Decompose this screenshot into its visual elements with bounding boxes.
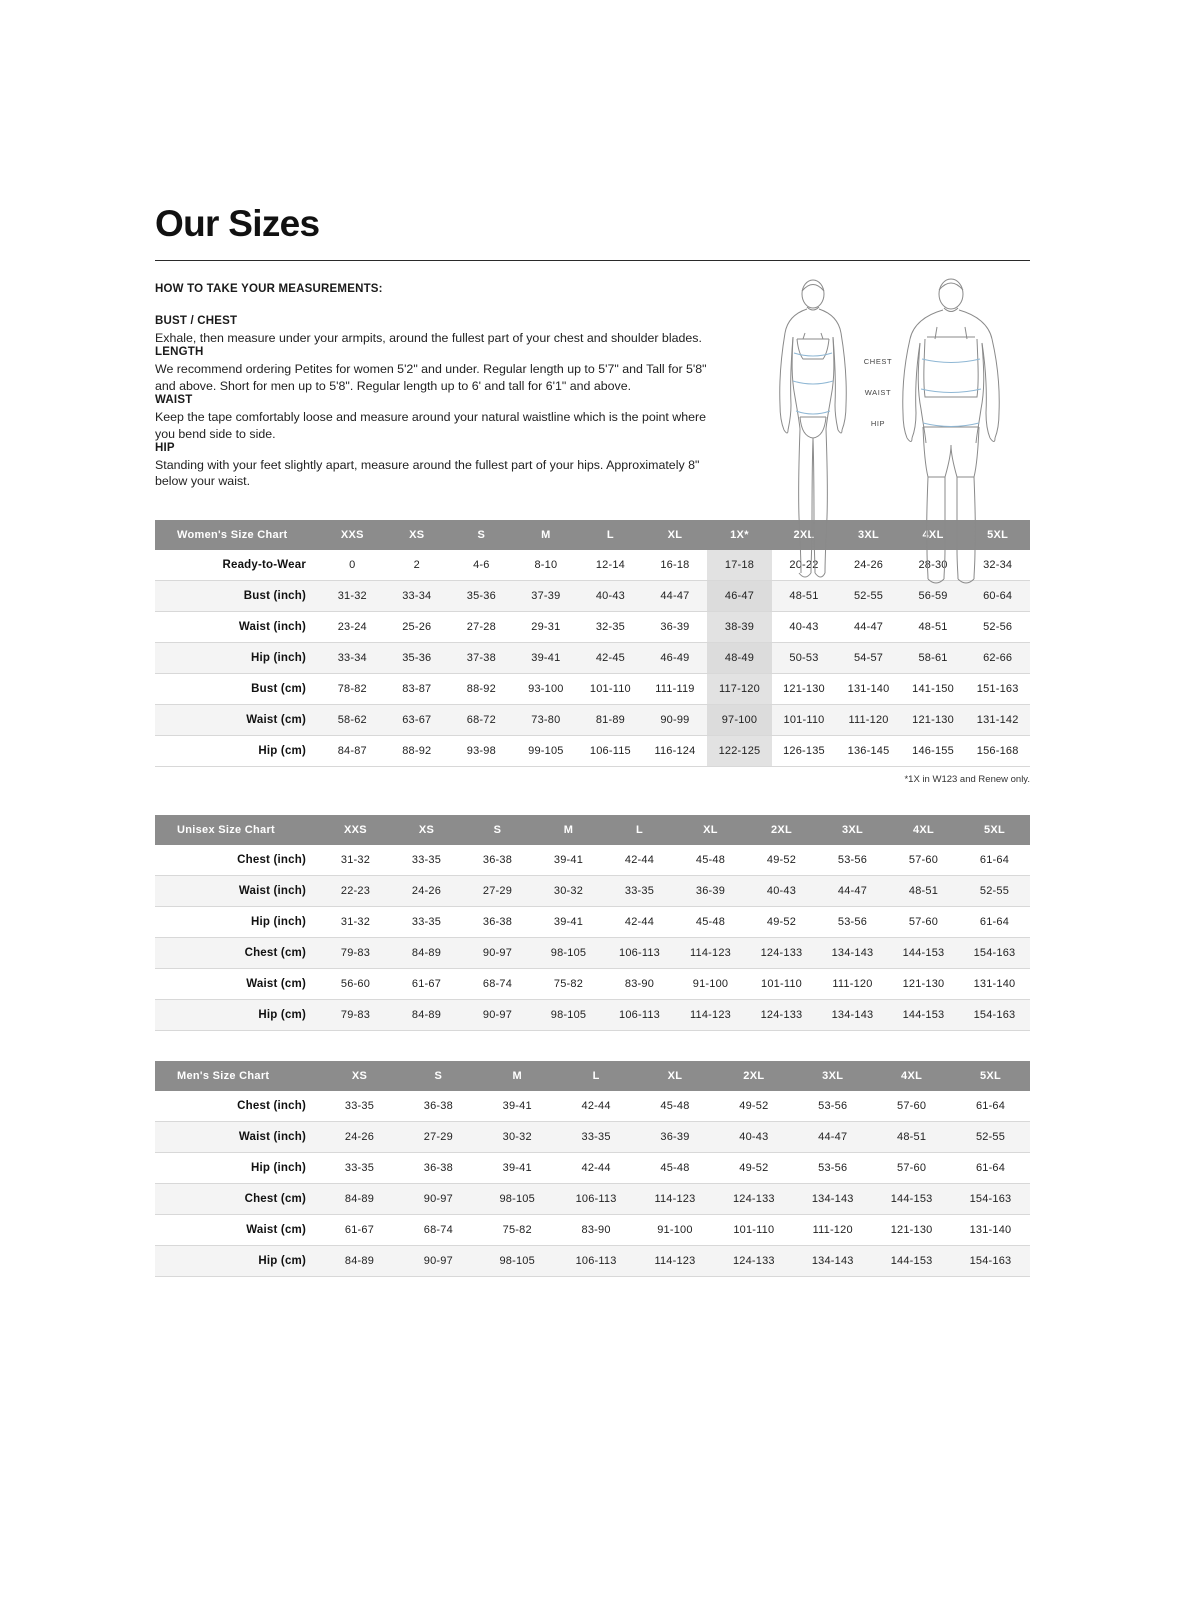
measurement-cell: 54-57 <box>836 642 901 673</box>
table-row <box>155 937 1030 968</box>
section-body: Exhale, then measure under your armpits, around the fullest part of your chest and shoulder blades. <box>155 331 702 345</box>
measurement-cell: 44-47 <box>793 1121 872 1152</box>
measurement-cell: 39-41 <box>514 642 579 673</box>
measurement-cell: 126-135 <box>772 735 837 766</box>
measurement-cell: 30-32 <box>533 875 604 906</box>
measurement-cell: 37-38 <box>449 642 514 673</box>
measurement-cell: 29-31 <box>514 611 579 642</box>
measurement-cell: 144-153 <box>872 1245 951 1276</box>
column-header: 3XL <box>836 520 901 550</box>
measurement-cell: 36-38 <box>462 906 533 937</box>
table-row <box>155 968 1030 999</box>
measurement-cell: 63-67 <box>385 704 450 735</box>
measurement-cell: 37-39 <box>514 580 579 611</box>
measurement-cell: 33-35 <box>391 845 462 876</box>
row-label: Hip (cm) <box>155 999 320 1030</box>
measurement-cell: 117-120 <box>707 673 772 704</box>
row-label: Chest (cm) <box>155 937 320 968</box>
column-header: M <box>533 815 604 845</box>
measurement-cell: 68-72 <box>449 704 514 735</box>
measurement-cell: 33-35 <box>391 906 462 937</box>
measurement-cell: 32-35 <box>578 611 643 642</box>
measurement-cell: 24-26 <box>391 875 462 906</box>
measurement-cell: 60-64 <box>965 580 1030 611</box>
measurement-cell: 53-56 <box>793 1152 872 1183</box>
row-label: Chest (cm) <box>155 1183 320 1214</box>
table-row <box>155 906 1030 937</box>
measurement-cell: 42-44 <box>604 906 675 937</box>
measurement-cell: 88-92 <box>385 735 450 766</box>
measurement-cell: 61-67 <box>320 1214 399 1245</box>
measurement-cell: 57-60 <box>888 906 959 937</box>
column-header: XL <box>636 1061 715 1091</box>
table-row <box>155 1214 1030 1245</box>
column-header: 2XL <box>746 815 817 845</box>
measurement-cell: 48-49 <box>707 642 772 673</box>
measurement-cell: 124-133 <box>746 937 817 968</box>
measurement-cell: 106-113 <box>557 1183 636 1214</box>
measurement-cell: 106-113 <box>604 999 675 1030</box>
measurement-cell: 56-60 <box>320 968 391 999</box>
measurement-cell: 154-163 <box>951 1183 1030 1214</box>
measurement-cell: 111-120 <box>836 704 901 735</box>
measurement-cell: 122-125 <box>707 735 772 766</box>
measurement-cell: 40-43 <box>772 611 837 642</box>
measurement-cell: 93-98 <box>449 735 514 766</box>
measurement-cell: 48-51 <box>872 1121 951 1152</box>
measurement-cell: 48-51 <box>772 580 837 611</box>
measurement-cell: 42-44 <box>557 1152 636 1183</box>
measurement-cell: 58-62 <box>320 704 385 735</box>
measurement-cell: 57-60 <box>888 845 959 876</box>
section-waist <box>155 394 715 442</box>
measurement-cell: 83-90 <box>604 968 675 999</box>
measurement-cell: 73-80 <box>514 704 579 735</box>
table-row <box>155 1183 1030 1214</box>
table-row <box>155 1091 1030 1122</box>
measurement-cell: 40-43 <box>746 875 817 906</box>
column-header: M <box>514 520 579 550</box>
chart-title: Men's Size Chart <box>155 1061 320 1091</box>
column-header: S <box>399 1061 478 1091</box>
measurement-cell: 45-48 <box>636 1091 715 1122</box>
measurement-cell: 33-35 <box>320 1091 399 1122</box>
figure-label-chest: CHEST <box>863 357 893 366</box>
measurement-cell: 111-120 <box>793 1214 872 1245</box>
measurement-cell: 61-67 <box>391 968 462 999</box>
table-row <box>155 999 1030 1030</box>
measurement-cell: 79-83 <box>320 937 391 968</box>
table-row <box>155 1152 1030 1183</box>
measurement-cell: 58-61 <box>901 642 966 673</box>
column-header: L <box>604 815 675 845</box>
measurement-cell: 48-51 <box>901 611 966 642</box>
measurement-cell: 124-133 <box>714 1245 793 1276</box>
measurement-cell: 20-22 <box>772 550 837 581</box>
measurement-cell: 134-143 <box>817 999 888 1030</box>
measurement-cell: 52-55 <box>959 875 1030 906</box>
measurement-cell: 53-56 <box>817 845 888 876</box>
size-chart-mens <box>155 1061 1030 1277</box>
measurement-cell: 61-64 <box>951 1091 1030 1122</box>
title-divider <box>155 260 1030 261</box>
section-body: Keep the tape comfortably loose and measure around your natural waistline which is the point where you bend side to side. <box>155 410 707 441</box>
measurement-cell: 24-26 <box>320 1121 399 1152</box>
measurement-cell: 31-32 <box>320 845 391 876</box>
row-label: Waist (cm) <box>155 968 320 999</box>
measurement-cell: 97-100 <box>707 704 772 735</box>
measurement-cell: 91-100 <box>636 1214 715 1245</box>
measurement-cell: 39-41 <box>533 845 604 876</box>
measurement-cell: 106-115 <box>578 735 643 766</box>
measurement-cell: 17-18 <box>707 550 772 581</box>
measurement-cell: 83-87 <box>385 673 450 704</box>
measurement-cell: 33-35 <box>320 1152 399 1183</box>
measurement-cell: 57-60 <box>872 1152 951 1183</box>
measurement-cell: 0 <box>320 550 385 581</box>
measurement-cell: 40-43 <box>578 580 643 611</box>
measurement-cell: 27-28 <box>449 611 514 642</box>
measurement-cell: 33-35 <box>557 1121 636 1152</box>
measurement-cell: 78-82 <box>320 673 385 704</box>
measurement-cell: 90-97 <box>399 1245 478 1276</box>
measurement-cell: 124-133 <box>746 999 817 1030</box>
measurement-cell: 144-153 <box>888 999 959 1030</box>
section-body: Standing with your feet slightly apart, measure around the fullest part of your hips. Approximately 8" below your waist. <box>155 457 700 489</box>
measurement-cell: 4-6 <box>449 550 514 581</box>
measurement-cell: 114-123 <box>636 1183 715 1214</box>
column-header: 5XL <box>965 520 1030 550</box>
page-content <box>155 205 1030 1277</box>
measurement-cell: 45-48 <box>675 845 746 876</box>
measurement-cell: 84-89 <box>391 937 462 968</box>
measurement-cell: 62-66 <box>965 642 1030 673</box>
measurement-cell: 31-32 <box>320 906 391 937</box>
measurement-cell: 22-23 <box>320 875 391 906</box>
measurement-cell: 39-41 <box>478 1152 557 1183</box>
section-heading: BUST / CHEST <box>155 315 238 327</box>
row-label: Waist (inch) <box>155 1121 320 1152</box>
measurement-cell: 33-34 <box>320 642 385 673</box>
measurement-cell: 52-55 <box>836 580 901 611</box>
measurement-cell: 25-26 <box>385 611 450 642</box>
measurement-cell: 50-53 <box>772 642 837 673</box>
measurement-cell: 49-52 <box>714 1091 793 1122</box>
measurement-cell: 114-123 <box>675 937 746 968</box>
measurement-cell: 101-110 <box>772 704 837 735</box>
measurement-cell: 75-82 <box>478 1214 557 1245</box>
measurement-cell: 49-52 <box>746 906 817 937</box>
measurement-cell: 48-51 <box>888 875 959 906</box>
male-figure-illustration <box>903 279 999 583</box>
measurement-cell: 24-26 <box>836 550 901 581</box>
column-header: XS <box>320 1061 399 1091</box>
measurement-cell: 36-38 <box>462 845 533 876</box>
measurement-cell: 98-105 <box>478 1183 557 1214</box>
row-label: Chest (inch) <box>155 1091 320 1122</box>
measurement-cell: 84-89 <box>320 1183 399 1214</box>
size-charts <box>155 520 1030 1277</box>
measurement-cell: 39-41 <box>478 1091 557 1122</box>
section-bust-chest <box>155 315 715 346</box>
column-header: 5XL <box>959 815 1030 845</box>
measurement-cell: 98-105 <box>533 999 604 1030</box>
measurement-cell: 121-130 <box>772 673 837 704</box>
measurement-cell: 131-142 <box>965 704 1030 735</box>
measurement-cell: 146-155 <box>901 735 966 766</box>
measurement-cell: 121-130 <box>888 968 959 999</box>
column-header: 1X* <box>707 520 772 550</box>
measurement-cell: 154-163 <box>959 937 1030 968</box>
column-header: L <box>557 1061 636 1091</box>
measurement-cell: 28-30 <box>901 550 966 581</box>
measurement-cell: 106-113 <box>604 937 675 968</box>
measurement-cell: 90-99 <box>643 704 708 735</box>
page-title: Our Sizes <box>155 203 320 244</box>
row-label: Hip (inch) <box>155 1152 320 1183</box>
measurement-cell: 42-45 <box>578 642 643 673</box>
measurement-cell: 116-124 <box>643 735 708 766</box>
measurement-cell: 23-24 <box>320 611 385 642</box>
measurement-cell: 121-130 <box>901 704 966 735</box>
chart-title: Unisex Size Chart <box>155 815 320 845</box>
column-header: XS <box>391 815 462 845</box>
measurement-cell: 30-32 <box>478 1121 557 1152</box>
section-body: We recommend ordering Petites for women 5'2" and under. Regular length up to 5'7" and Tall for 5'8" and above. Short for men up to 5'8". Regular length up to 6' and tall for 6'1" and above. <box>155 362 707 393</box>
row-label: Hip (cm) <box>155 735 320 766</box>
measurement-cell: 61-64 <box>951 1152 1030 1183</box>
measurement-cell: 42-44 <box>557 1091 636 1122</box>
row-label: Hip (cm) <box>155 1245 320 1276</box>
measurement-cell: 49-52 <box>714 1152 793 1183</box>
measurement-cell: 33-35 <box>604 875 675 906</box>
column-header: 4XL <box>901 520 966 550</box>
section-heading: WAIST <box>155 394 193 407</box>
measurement-cell: 101-110 <box>714 1214 793 1245</box>
body-figures <box>755 277 1035 627</box>
measurement-cell: 131-140 <box>951 1214 1030 1245</box>
measurement-cell: 52-56 <box>965 611 1030 642</box>
row-label: Waist (inch) <box>155 875 320 906</box>
measurement-cell: 33-34 <box>385 580 450 611</box>
column-header: XL <box>643 520 708 550</box>
column-header: 4XL <box>872 1061 951 1091</box>
measurement-cell: 35-36 <box>449 580 514 611</box>
table-row <box>155 845 1030 876</box>
table-row <box>155 704 1030 735</box>
measurement-cell: 52-55 <box>951 1121 1030 1152</box>
footnote: *1X in W123 and Renew only. <box>904 773 1030 785</box>
measurement-cell: 53-56 <box>793 1091 872 1122</box>
size-chart-table <box>155 1061 1030 1277</box>
figure-label-waist: WAIST <box>864 388 892 397</box>
measurement-cell: 98-105 <box>478 1245 557 1276</box>
measurement-cell: 121-130 <box>872 1214 951 1245</box>
measurement-cell: 44-47 <box>817 875 888 906</box>
measurement-cell: 131-140 <box>836 673 901 704</box>
measurement-cell: 114-123 <box>675 999 746 1030</box>
size-chart-unisex <box>155 815 1030 1031</box>
measurement-cell: 68-74 <box>399 1214 478 1245</box>
table-row <box>155 1245 1030 1276</box>
measurement-cell: 46-49 <box>643 642 708 673</box>
section-length <box>155 346 715 394</box>
measurement-cell: 90-97 <box>462 937 533 968</box>
measurement-cell: 154-163 <box>959 999 1030 1030</box>
measurement-cell: 45-48 <box>636 1152 715 1183</box>
measurement-cell: 136-145 <box>836 735 901 766</box>
measurement-cell: 124-133 <box>714 1183 793 1214</box>
measurement-cell: 151-163 <box>965 673 1030 704</box>
measurement-cell: 98-105 <box>533 937 604 968</box>
measurement-cell: 32-34 <box>965 550 1030 581</box>
measurement-cell: 84-87 <box>320 735 385 766</box>
measurement-cell: 44-47 <box>643 580 708 611</box>
table-row <box>155 735 1030 766</box>
table-row <box>155 673 1030 704</box>
column-header: S <box>449 520 514 550</box>
measurement-cell: 38-39 <box>707 611 772 642</box>
female-figure-illustration <box>780 280 847 577</box>
measurement-cell: 111-120 <box>817 968 888 999</box>
figure-label-hip: HIP <box>870 419 886 428</box>
measurement-cell: 90-97 <box>399 1183 478 1214</box>
column-header: L <box>578 520 643 550</box>
measurement-cell: 44-47 <box>836 611 901 642</box>
measurement-cell: 75-82 <box>533 968 604 999</box>
measurement-cell: 84-89 <box>391 999 462 1030</box>
column-header: 2XL <box>714 1061 793 1091</box>
measurement-cell: 134-143 <box>793 1183 872 1214</box>
measurement-cell: 16-18 <box>643 550 708 581</box>
measurement-cell: 2 <box>385 550 450 581</box>
measurement-cell: 57-60 <box>872 1091 951 1122</box>
measurement-cell: 61-64 <box>959 845 1030 876</box>
measurement-cell: 106-113 <box>557 1245 636 1276</box>
row-label: Waist (inch) <box>155 611 320 642</box>
measurement-cell: 39-41 <box>533 906 604 937</box>
table-row <box>155 875 1030 906</box>
measurement-cell: 36-39 <box>636 1121 715 1152</box>
measurement-cell: 88-92 <box>449 673 514 704</box>
measurement-cell: 154-163 <box>951 1245 1030 1276</box>
measurement-cell: 141-150 <box>901 673 966 704</box>
figure-measurement-labels <box>855 357 901 450</box>
row-label: Hip (inch) <box>155 642 320 673</box>
measurement-cell: 144-153 <box>872 1183 951 1214</box>
column-header: 3XL <box>817 815 888 845</box>
size-chart-table <box>155 815 1030 1031</box>
measurement-cell: 83-90 <box>557 1214 636 1245</box>
section-heading: HIP <box>155 441 175 454</box>
measurement-cell: 42-44 <box>604 845 675 876</box>
measurement-cell: 93-100 <box>514 673 579 704</box>
measurement-cell: 91-100 <box>675 968 746 999</box>
measurement-cell: 45-48 <box>675 906 746 937</box>
measurement-cell: 79-83 <box>320 999 391 1030</box>
chart-title: Women's Size Chart <box>155 520 320 550</box>
column-header: 4XL <box>888 815 959 845</box>
measurement-cell: 134-143 <box>817 937 888 968</box>
measurement-cell: 27-29 <box>399 1121 478 1152</box>
column-header: XS <box>385 520 450 550</box>
measurement-cell: 84-89 <box>320 1245 399 1276</box>
table-header-row <box>155 815 1030 845</box>
measurement-cell: 46-47 <box>707 580 772 611</box>
column-header: S <box>462 815 533 845</box>
measurement-cell: 156-168 <box>965 735 1030 766</box>
measurement-cell: 90-97 <box>462 999 533 1030</box>
measurement-cell: 68-74 <box>462 968 533 999</box>
measurement-cell: 35-36 <box>385 642 450 673</box>
measurement-cell: 101-110 <box>578 673 643 704</box>
table-row <box>155 1121 1030 1152</box>
measurement-cell: 31-32 <box>320 580 385 611</box>
measurement-cell: 101-110 <box>746 968 817 999</box>
measurement-cell: 144-153 <box>888 937 959 968</box>
measurement-cell: 61-64 <box>959 906 1030 937</box>
figures-svg <box>755 277 1035 627</box>
measurement-cell: 40-43 <box>714 1121 793 1152</box>
measurement-cell: 99-105 <box>514 735 579 766</box>
section-hip <box>155 442 715 490</box>
table-header-row <box>155 1061 1030 1091</box>
row-label: Bust (cm) <box>155 673 320 704</box>
column-header: XL <box>675 815 746 845</box>
measurement-cell: 81-89 <box>578 704 643 735</box>
column-header: 2XL <box>772 520 837 550</box>
row-label: Ready-to-Wear <box>155 550 320 581</box>
measurement-cell: 8-10 <box>514 550 579 581</box>
measurement-cell: 27-29 <box>462 875 533 906</box>
column-header: XXS <box>320 520 385 550</box>
measurement-cell: 111-119 <box>643 673 708 704</box>
measurement-cell: 53-56 <box>817 906 888 937</box>
row-label: Bust (inch) <box>155 580 320 611</box>
measurement-cell: 36-38 <box>399 1152 478 1183</box>
measurement-cell: 49-52 <box>746 845 817 876</box>
measurement-instructions <box>155 283 715 490</box>
how-to-heading: HOW TO TAKE YOUR MEASUREMENTS: <box>155 283 383 295</box>
column-header: 5XL <box>951 1061 1030 1091</box>
measurement-cell: 134-143 <box>793 1245 872 1276</box>
row-label: Waist (cm) <box>155 704 320 735</box>
measurement-cell: 114-123 <box>636 1245 715 1276</box>
column-header: M <box>478 1061 557 1091</box>
row-label: Chest (inch) <box>155 845 320 876</box>
section-heading: LENGTH <box>155 346 204 359</box>
column-header: XXS <box>320 815 391 845</box>
measurement-cell: 131-140 <box>959 968 1030 999</box>
measurement-cell: 12-14 <box>578 550 643 581</box>
column-header: 3XL <box>793 1061 872 1091</box>
row-label: Waist (cm) <box>155 1214 320 1245</box>
row-label: Hip (inch) <box>155 906 320 937</box>
table-row <box>155 642 1030 673</box>
measurement-cell: 36-39 <box>675 875 746 906</box>
measurement-cell: 36-38 <box>399 1091 478 1122</box>
measurement-cell: 56-59 <box>901 580 966 611</box>
measurement-cell: 36-39 <box>643 611 708 642</box>
